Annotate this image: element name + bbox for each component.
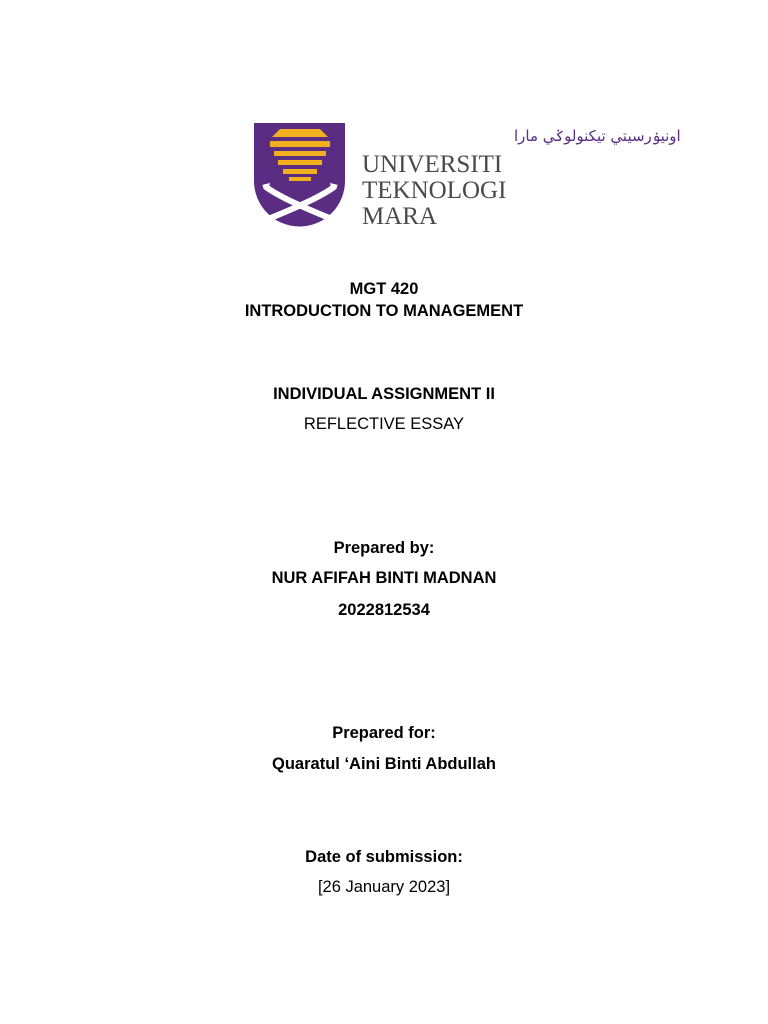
prepared-for-label: Prepared for: bbox=[332, 724, 436, 742]
jawi-script: اونيۏرسيتي تيكنولوݢي مارا bbox=[514, 127, 681, 145]
university-line-3: MARA bbox=[362, 203, 438, 230]
student-id: 2022812534 bbox=[338, 601, 430, 619]
uitm-logo bbox=[252, 121, 681, 231]
prepared-by-label: Prepared by: bbox=[333, 539, 435, 557]
submission-date: [26 January 2023] bbox=[317, 878, 451, 896]
student-name: NUR AFIFAH BINTI MADNAN bbox=[271, 569, 497, 587]
course-name: INTRODUCTION TO MANAGEMENT bbox=[244, 302, 524, 320]
submission-date-label: Date of submission: bbox=[305, 848, 463, 866]
assignment-title: INDIVIDUAL ASSIGNMENT II bbox=[273, 385, 495, 403]
university-line-2: TEKNOLOGI bbox=[362, 177, 507, 204]
assignment-type: REFLECTIVE ESSAY bbox=[303, 415, 465, 433]
lecturer-name: Quaratul ‘Aini Binti Abdullah bbox=[272, 755, 496, 773]
uitm-emblem-icon bbox=[254, 123, 345, 227]
university-line-1: UNIVERSITI bbox=[362, 151, 503, 178]
course-code: MGT 420 bbox=[349, 280, 419, 298]
